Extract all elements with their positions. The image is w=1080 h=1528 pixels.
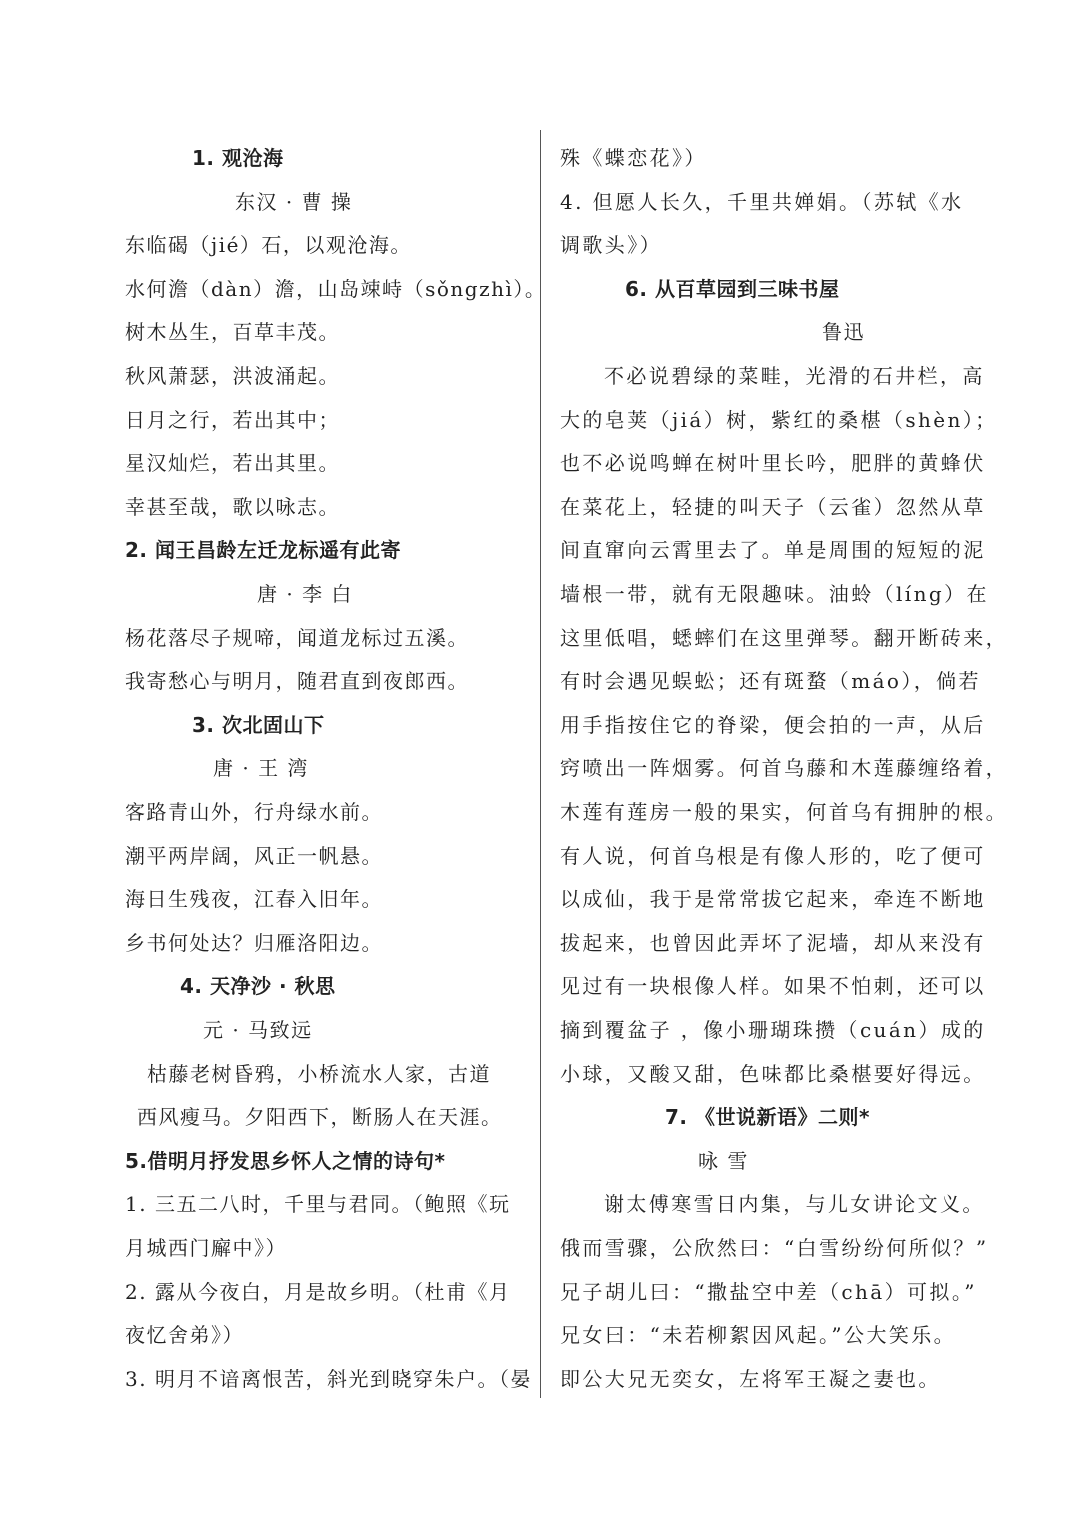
right-column-body-line: 4. 但愿人长久，千里共婵娟。（苏轼《水 — [560, 189, 964, 214]
left-column-heading-line: 5.借明月抒发思乡怀人之情的诗句* — [125, 1148, 446, 1173]
left-column-body-line: 客路青山外，行舟绿水前。 — [125, 800, 383, 824]
left-column-body-line: 海日生残夜，江春入旧年。 — [125, 887, 383, 912]
right-column-body-line: 有人说，何首乌根是有像人形的，吃了便可 — [560, 843, 986, 868]
right-column-author-line: 咏 雪 — [698, 1148, 749, 1173]
left-column-body-line: 月城西门廨中》） — [125, 1236, 287, 1260]
right-column-body-line: 大的皂荚（jiá）树，紫红的桑椹（shèn）； — [560, 407, 998, 432]
right-column-body-line: 这里低唱，蟋蟀们在这里弹琴。翻开断砖来， — [560, 625, 1008, 650]
right-column-heading-line: 6. 从百草园到三味书屋 — [625, 276, 840, 301]
right-column-body-line: 调歌头》） — [560, 233, 662, 258]
left-column-body-line: 杨花落尽子规啼，闻道龙标过五溪。 — [125, 625, 469, 650]
left-column-body-line: 日月之行，若出其中； — [125, 407, 340, 432]
right-column-body-line: 摘到覆盆子 ，像小珊瑚珠攒（cuán）成的 — [560, 1018, 986, 1042]
left-column-heading-line: 4. 天净沙 · 秋思 — [180, 974, 336, 999]
right-column-body-line: 俄而雪骤，公欣然曰：“白雪纷纷何所似？” — [560, 1236, 989, 1260]
left-column-body-line: 枯藤老树昏鸦，小桥流水人家，古道 — [147, 1061, 491, 1086]
left-column-body-line: 潮平两岸阔，风正一帆悬。 — [125, 843, 383, 868]
left-column-author-line: 东汉 · 曹 操 — [235, 189, 353, 214]
left-column-heading-line: 1. 观沧海 — [192, 146, 284, 170]
right-column-body-line: 用手指按住它的脊梁，便会拍的一声，从后 — [560, 712, 986, 737]
left-column-body-line: 1. 三五二八时，千里与君同。（鲍照《玩 — [125, 1192, 511, 1217]
left-column-author-line: 唐 · 李 白 — [257, 582, 353, 606]
left-column-heading-line: 3. 次北固山下 — [192, 712, 325, 737]
left-column-body-line: 西风瘦马。夕阳西下，断肠人在天涯。 — [137, 1105, 503, 1130]
right-column-body-line: 在菜花上，轻捷的叫天子（云雀）忽然从草 — [560, 494, 986, 519]
left-column-heading-line: 2. 闻王昌龄左迁龙标遥有此寄 — [125, 538, 401, 563]
right-column-body-line: 墙根一带，就有无限趣味。油蛉（líng）在 — [560, 582, 989, 606]
right-column-body-line: 兄子胡儿曰：“撒盐空中差（chā）可拟。” — [560, 1279, 977, 1304]
left-column-body-line: 水何澹（dàn）澹，山岛竦峙（sǒngzhì）。 — [125, 276, 547, 301]
left-column-body-line: 东临碣（jié）石，以观沧海。 — [125, 233, 412, 258]
left-column-body-line: 3. 明月不谙离恨苦，斜光到晓穿朱户。（晏 — [125, 1366, 532, 1391]
left-column-body-line: 树木丛生，百草丰茂。 — [125, 320, 340, 345]
right-column-body-line: 以成仙，我于是常常拔它起来，牵连不断地 — [560, 887, 986, 912]
right-column-body-line: 小球，又酸又甜，色味都比桑椹要好得远。 — [560, 1061, 986, 1086]
right-column-author-line: 鲁迅 — [822, 320, 865, 345]
left-column-author-line: 元 · 马致远 — [203, 1018, 313, 1042]
left-column-body-line: 乡书何处达？归雁洛阳边。 — [125, 930, 383, 955]
left-column-body-line: 2. 露从今夜白，月是故乡明。（杜甫《月 — [125, 1279, 511, 1304]
right-column-body-line: 见过有一块根像人样。如果不怕刺，还可以 — [560, 974, 986, 999]
right-column-body-line: 木莲有莲房一般的果实，何首乌有拥肿的根。 — [560, 800, 1008, 824]
right-column-body-line: 即公大兄无奕女，左将军王凝之妻也。 — [560, 1366, 941, 1391]
right-column-body-line: 拔起来，也曾因此弄坏了泥墙，却从来没有 — [560, 930, 986, 955]
left-column-body-line: 星汉灿烂，若出其里。 — [125, 451, 340, 476]
left-column-body-line: 幸甚至哉，歌以咏志。 — [125, 494, 340, 519]
left-column-body-line: 秋风萧瑟，洪波涌起。 — [125, 364, 340, 388]
right-column-body-line: 兄女曰：“未若柳絮因风起。”公大笑乐。 — [560, 1323, 957, 1348]
left-column-body-line: 我寄愁心与明月，随君直到夜郎西。 — [125, 669, 469, 694]
right-column-body-line: 窍喷出一阵烟雾。何首乌藤和木莲藤缠络着， — [560, 756, 1008, 781]
left-column-body-line: 夜忆舍弟》） — [125, 1323, 244, 1348]
left-column-author-line: 唐 · 王 湾 — [213, 756, 309, 781]
right-column-body-line: 谢太傅寒雪日内集，与儿女讲论文义。 — [604, 1192, 985, 1217]
right-column-heading-line: 7. 《世说新语》二则* — [665, 1105, 870, 1130]
right-column-body-line: 间直窜向云霄里去了。单是周围的短短的泥 — [560, 538, 986, 563]
right-column-body-line: 不必说碧绿的菜畦，光滑的石井栏，高 — [604, 364, 985, 388]
right-column-body-line: 有时会遇见蜈蚣；还有斑蝥（máo），倘若 — [560, 669, 981, 694]
right-column-body-line: 殊《蝶恋花》） — [560, 146, 707, 170]
column-divider — [540, 130, 541, 1398]
right-column-body-line: 也不必说鸣蝉在树叶里长吟，肥胖的黄蜂伏 — [560, 451, 986, 476]
